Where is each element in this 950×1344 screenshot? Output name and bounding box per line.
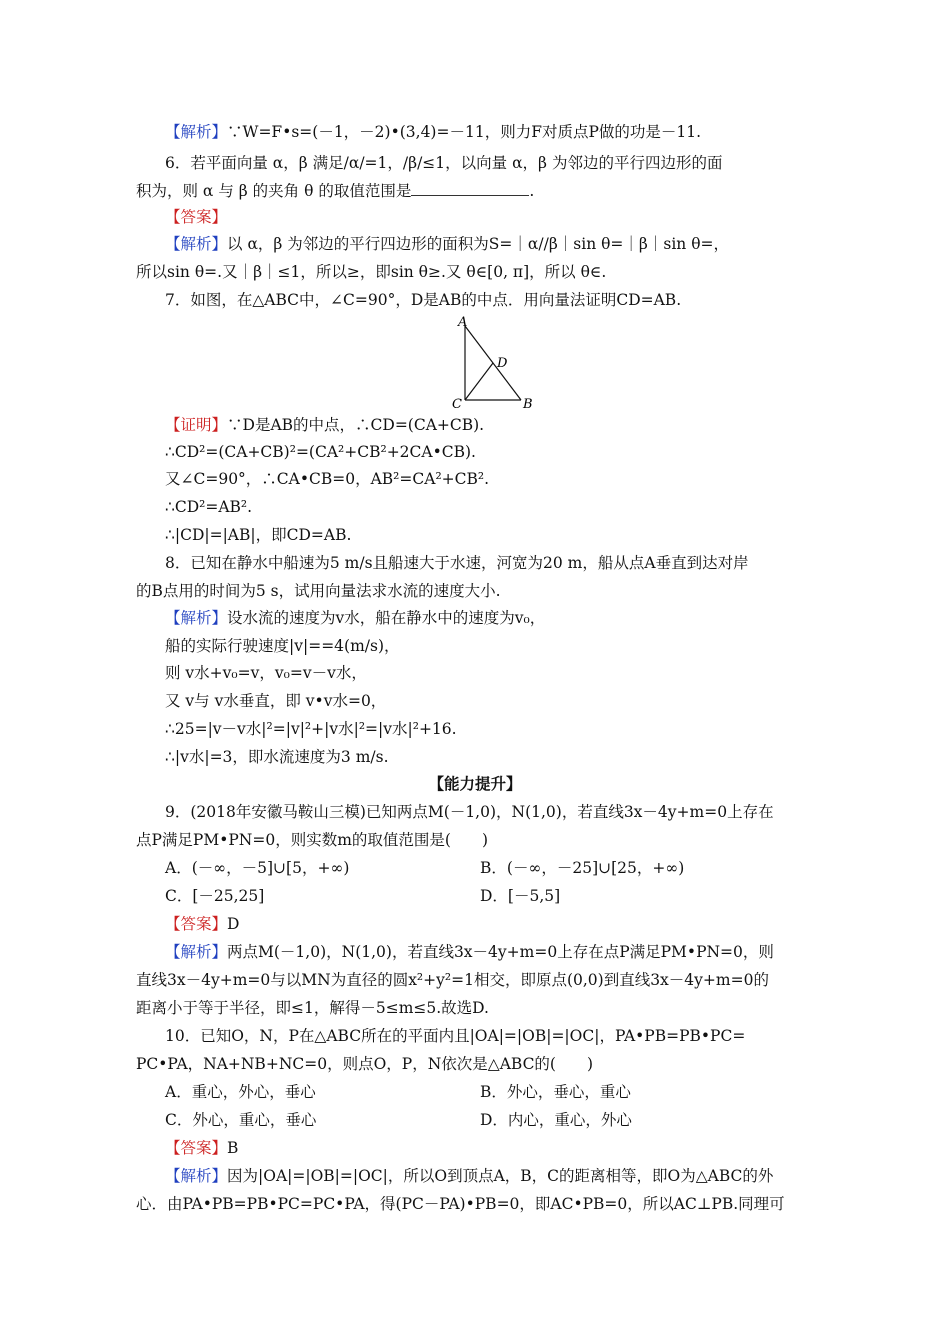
answer-tag: 【答案】 xyxy=(165,1139,228,1157)
line-text: ∵W=F•s=(－1，－2)•(3,4)=－11，则力F对质点P做的功是－11. xyxy=(227,123,702,141)
analysis-tag: 【解析】 xyxy=(165,123,228,141)
analysis-tag: 【解析】 xyxy=(165,235,228,253)
triangle-figure xyxy=(448,312,538,412)
solution-line-8f: ∴|v水|=3，即水流速度为3 m/s. xyxy=(165,748,389,766)
proof-line-3: 又∠C=90°，∴CA•CB=0，AB²=CA²+CB². xyxy=(165,470,490,488)
line-text: 因为|OA|=|OB|=|OC|，所以O到顶点A，B，C的距离相等，即O为△ABC的外 xyxy=(227,1167,774,1185)
option-10a: A．重心，外心，垂心 xyxy=(165,1083,316,1101)
option-9c: C．[－25,25] xyxy=(165,887,265,905)
option-9b: B．(－∞，－25]∪[25，+∞) xyxy=(480,859,685,877)
question-10-line-1: 10．已知O，N，P在△ABC所在的平面内且|OA|=|OB|=|OC|，PA•PB=PB•PC= xyxy=(165,1027,746,1045)
line-text: 设水流的速度为v水，船在静水中的速度为v₀， xyxy=(227,609,546,627)
answer-blank xyxy=(411,181,529,196)
solution-line-9b: 直线3x－4y+m=0与以MN为直径的圆x²+y²=1相交，即原点(0,0)到直线3x－4y+m=0的 xyxy=(136,971,769,989)
question-9-line-2: 点P满足PM•PN=0，则实数m的取值范围是( ) xyxy=(136,831,489,849)
label-b: B xyxy=(523,397,533,412)
question-6-line-2 xyxy=(136,180,534,202)
section-heading: 【能力提升】 xyxy=(428,774,522,793)
solution-line-5 xyxy=(165,121,701,143)
label-c: C xyxy=(452,397,462,412)
analysis-tag: 【解析】 xyxy=(165,1167,228,1185)
analysis-tag: 【解析】 xyxy=(165,943,228,961)
median-cd xyxy=(465,363,493,400)
proof-line-2: ∴CD²=(CA+CB)²=(CA²+CB²+2CA•CB). xyxy=(165,443,476,461)
proof-line-1 xyxy=(165,414,484,436)
label-a: A xyxy=(458,315,468,330)
solution-line-8d: 又 v与 v水垂直，即 v•v水=0， xyxy=(165,692,387,710)
solution-line-10a xyxy=(165,1165,773,1187)
proof-line-5: ∴|CD|=|AB|，即CD=AB. xyxy=(165,526,352,544)
proof-line-4: ∴CD²=AB². xyxy=(165,498,253,516)
line-text: 两点M(－1,0)，N(1,0)，若直线3x－4y+m=0上存在点P满足PM•PN=0，则 xyxy=(227,943,774,961)
option-9a: A．(－∞，－5]∪[5，+∞) xyxy=(165,859,350,877)
line-text: 以 α，β 为邻边的平行四边形的面积为S=｜α//β｜sin θ=｜β｜sin θ=， xyxy=(227,235,730,253)
answer-value: D xyxy=(227,915,240,933)
answer-value: B xyxy=(227,1139,239,1157)
proof-tag: 【证明】 xyxy=(165,416,228,434)
answer-line-6 xyxy=(165,206,227,228)
answer-tag: 【答案】 xyxy=(165,208,228,226)
solution-line-10b: 心．由PA•PB=PB•PC=PC•PA，得(PC－PA)•PB=0，即AC•PB=0，所以AC⊥PB.同理可 xyxy=(136,1195,785,1213)
question-9-line-1: 9．(2018年安徽马鞍山三模)已知两点M(－1,0)，N(1,0)，若直线3x－4y+m=0上存在 xyxy=(165,803,774,821)
line-text: ∵D是AB的中点，∴CD=(CA+CB). xyxy=(227,416,485,434)
solution-line-8c: 则 v水+v₀=v，v₀=v－v水， xyxy=(165,664,367,682)
option-10c: C．外心，重心，垂心 xyxy=(165,1111,317,1129)
answer-tag: 【答案】 xyxy=(165,915,228,933)
solution-line-9a xyxy=(165,941,774,963)
line-text: 积为，则 α 与 β 的夹角 θ 的取值范围是 xyxy=(136,182,412,200)
question-8-line-1: 8．已知在静水中船速为5 m/s且船速大于水速，河宽为20 m，船从点A垂直到达对岸 xyxy=(165,554,749,572)
solution-line-6a xyxy=(165,233,729,255)
question-6-line-1: 6．若平面向量 α，β 满足/α/=1，/β/≤1，以向量 α，β 为邻边的平行四边形的面 xyxy=(165,154,723,172)
question-7: 7．如图，在△ABC中，∠C=90°，D是AB的中点．用向量法证明CD=AB. xyxy=(165,291,682,309)
answer-line-9 xyxy=(165,913,239,935)
question-8-line-2: 的B点用的时间为5 s，试用向量法求水流的速度大小. xyxy=(136,582,501,600)
solution-line-8a xyxy=(165,607,545,629)
solution-line-9c: 距离小于等于半径，即≤1，解得－5≤m≤5.故选D. xyxy=(136,999,489,1017)
option-10b: B．外心，垂心，重心 xyxy=(480,1083,631,1101)
line-tail: . xyxy=(529,182,535,200)
option-10d: D．内心，重心，外心 xyxy=(480,1111,632,1129)
solution-line-8b: 船的实际行驶速度|v|==4(m/s)， xyxy=(165,637,400,655)
label-d: D xyxy=(497,356,508,371)
solution-line-8e: ∴25=|v－v水|²=|v|²+|v水|²=|v水|²+16. xyxy=(165,720,457,738)
option-9d: D．[－5,5] xyxy=(480,887,561,905)
solution-line-6b: 所以sin θ=.又｜β｜≤1，所以≥，即sin θ≥.又 θ∈[0, π]，所以 θ∈. xyxy=(136,263,607,281)
question-10-line-2: PC•PA，NA+NB+NC=0，则点O，P，N依次是△ABC的( ) xyxy=(136,1055,594,1073)
analysis-tag: 【解析】 xyxy=(165,609,228,627)
answer-line-10 xyxy=(165,1137,238,1159)
